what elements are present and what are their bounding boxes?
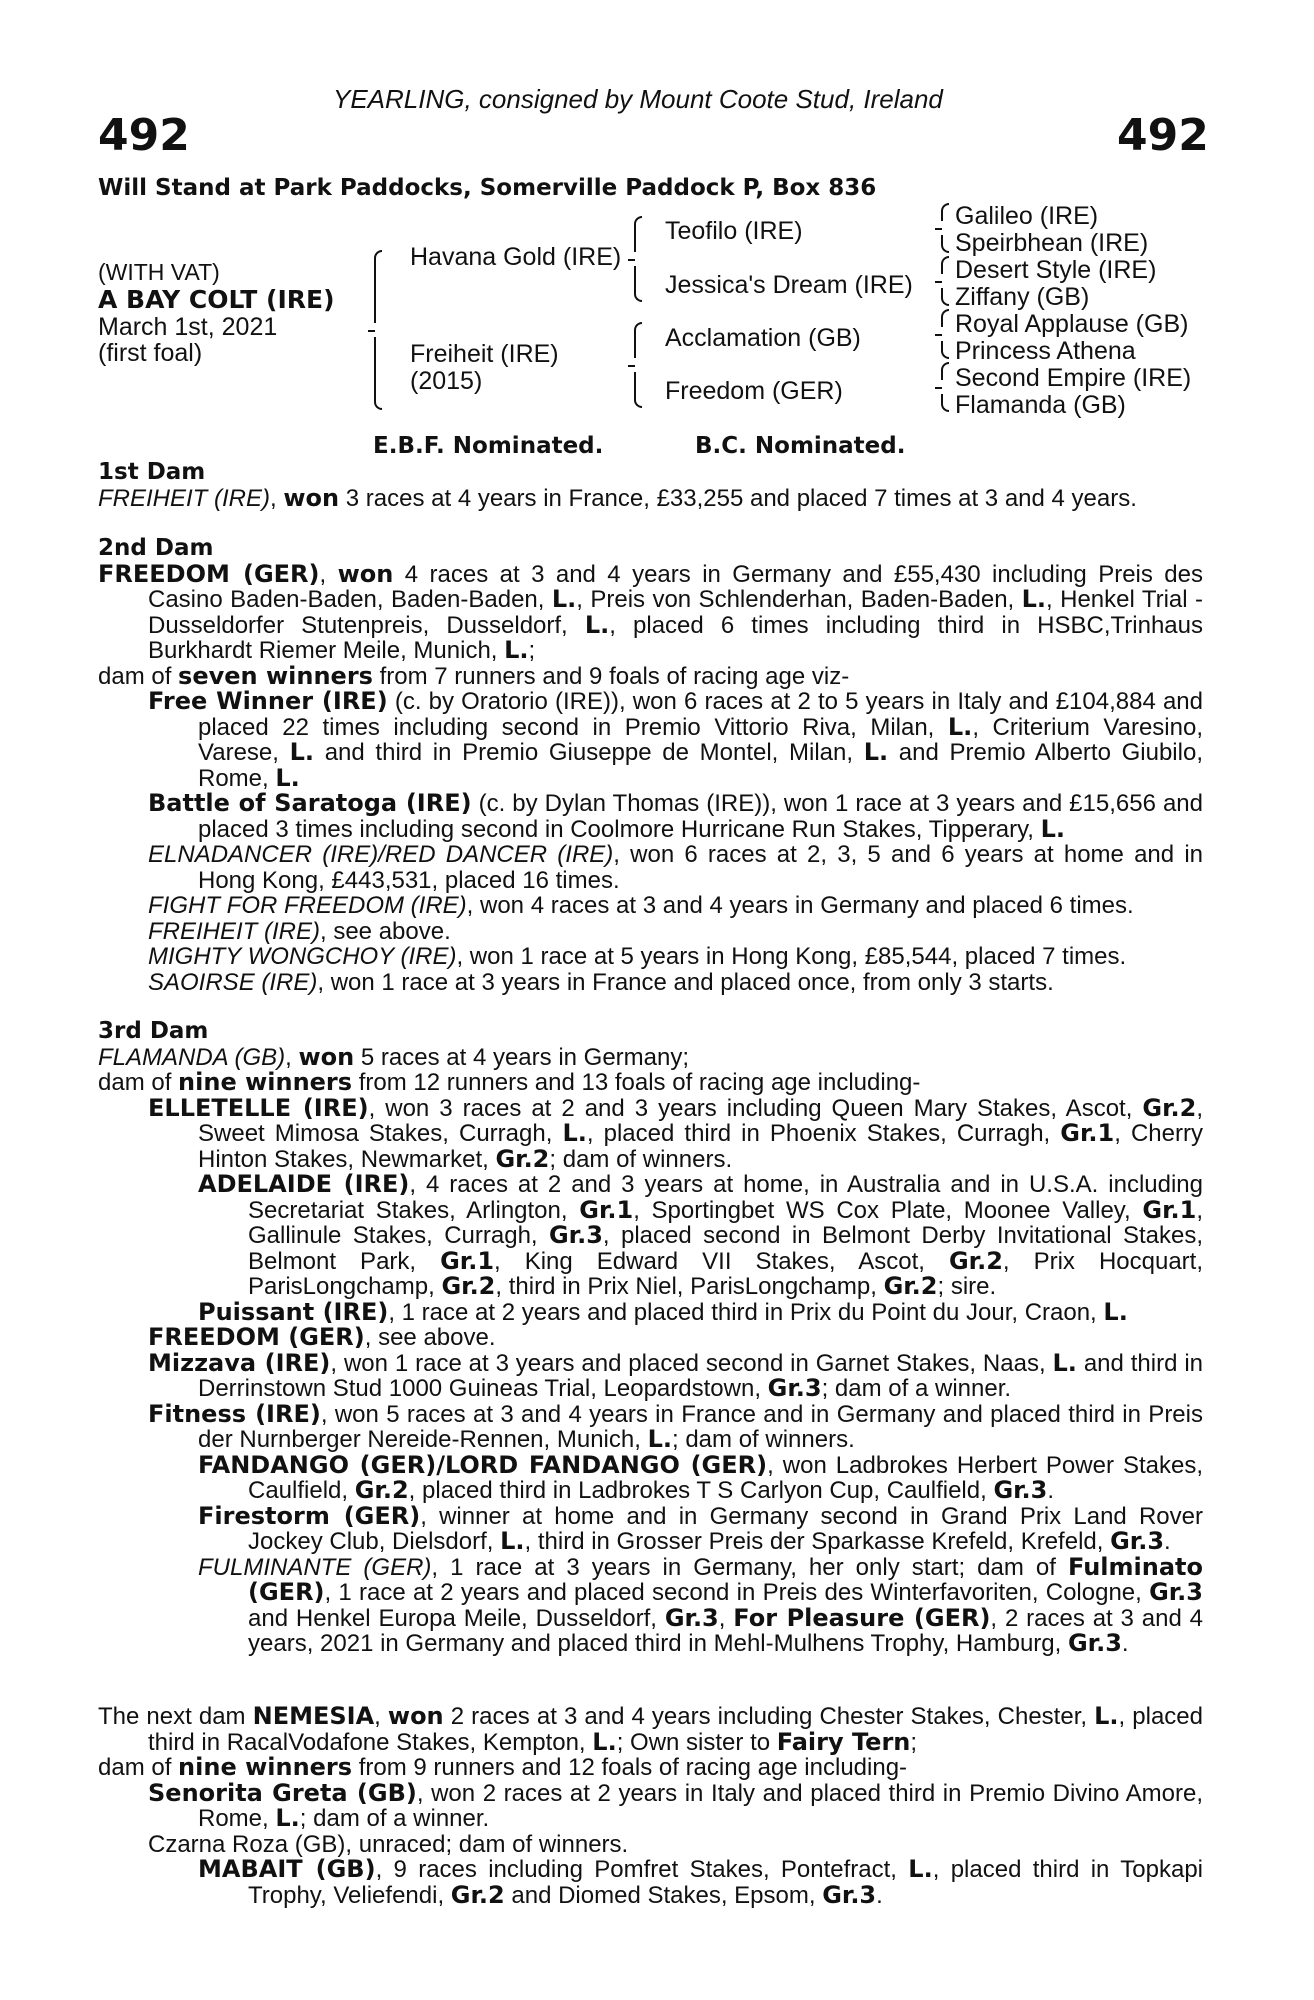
pedigree-sire-sire: Teofilo (IRE) — [665, 217, 803, 245]
foaling-date: March 1st, 2021 — [98, 313, 278, 341]
pedigree-g7: Second Empire (IRE) — [955, 364, 1192, 392]
first-dam-heading: 1st Dam — [98, 459, 206, 485]
first-dam-section: 1st Dam FREIHEIT (IRE), won 3 races at 4 years in France, £33,255 and placed 7 times at 3 and 4 years. — [98, 459, 1137, 512]
ebf-nomination: E.B.F. Nominated. — [373, 433, 604, 459]
pedigree-brace-dam — [628, 322, 638, 408]
pedigree-brace-g2 — [935, 256, 945, 306]
pedigree-g2: Speirbhean (IRE) — [955, 229, 1149, 257]
lot-title: A BAY COLT (IRE) — [98, 285, 335, 314]
pedigree-brace-g1 — [935, 203, 945, 253]
produce-saoirse: SAOIRSE (IRE), won 1 race at 3 years in France and placed once, from only 3 starts. — [148, 968, 1054, 996]
bc-nomination: B.C. Nominated. — [695, 433, 906, 459]
pedigree-dam: Freiheit (IRE) — [410, 340, 559, 368]
third-dam-produce-summary: dam of nine winners from 12 runners and 13 foals of racing age including- — [98, 1068, 921, 1096]
pedigree-sire: Havana Gold (IRE) — [410, 243, 622, 271]
pedigree-sire-dam: Jessica's Dream (IRE) — [665, 271, 913, 299]
pedigree-g5: Royal Applause (GB) — [955, 310, 1189, 338]
produce-elnadancer: ELNADANCER (IRE)/RED DANCER (IRE), won 6 races at 2, 3, 5 and 6 years at home and in Hong Kong, £443,531, placed 16 times. — [148, 841, 1203, 894]
produce-senorita-greta: Senorita Greta (GB), won 2 races at 2 years in Italy and placed third in Premio Divino Amore, Rome, L.; dam of a winner. — [148, 1778, 1203, 1832]
second-dam-produce-summary: dam of seven winners from 7 runners and 9 foals of racing age viz- — [98, 661, 850, 690]
next-dam-produce-summary: dam of nine winners from 9 runners and 12 foals of racing age including- — [98, 1753, 908, 1781]
produce-free-winner: Free Winner (IRE) (c. by Oratorio (IRE)), won 6 races at 2 to 5 years in Italy and £104,884 and placed 22 times including second in Premio Vittorio Riva, Milan, L., Criterium Varesino, Varese, L. and third in Premio Giuseppe de Montel, Milan, L. and Premio Alberto Giubilo, Rome, L. — [148, 687, 1204, 792]
produce-freiheit: FREIHEIT (IRE), see above. — [148, 917, 451, 945]
pedigree-brace-sire — [628, 216, 638, 302]
vat-note: (WITH VAT) — [98, 259, 220, 285]
produce-adelaide: ADELAIDE (IRE), 4 races at 2 and 3 years at home, in Australia and in U.S.A. including Secretariat Stakes, Arlington, Gr.1, Sportingbet WS Cox Plate, Moonee Valley, Gr.1, Gallinule Stakes, Curragh, Gr.3, placed second in Belmont Derby Invitational Stakes, Belmont Park, Gr.1, King Edward VII Stakes, Ascot, Gr.2, Prix Hocquart, ParisLongchamp, Gr.2, third in Prix Niel, ParisLongchamp, Gr.2; sire. — [198, 1170, 1204, 1300]
second-dam-record: FREEDOM (GER), won 4 races at 3 and 4 years in Germany and £55,430 including Preis des Casino Baden-Baden, Baden-Baden, L., Preis von Schlenderhan, Baden-Baden, L., Henkel Trial - Dusseldorfer Stutenpreis, Dusseldorf, L., placed 6 times including third in HSBC,Trinhaus Burkhardt Riemer Meile, Munich, L.; — [98, 559, 1203, 664]
next-dam-record: The next dam NEMESIA, won 2 races at 3 and 4 years including Chester Stakes, Chester, L., placed third in RacalVodafone Stakes, Kempton, L.; Own sister to Fairy Tern; — [98, 1702, 1203, 1756]
produce-czarna-roza: Czarna Roza (GB), unraced; dam of winners. — [148, 1830, 629, 1858]
pedigree-g1: Galileo (IRE) — [955, 202, 1099, 230]
third-dam-heading: 3rd Dam — [98, 1018, 209, 1044]
produce-mighty-wongchoy: MIGHTY WONGCHOY (IRE), won 1 race at 5 years in Hong Kong, £85,544, placed 7 times. — [148, 943, 1127, 970]
second-dam-section — [98, 535, 1203, 995]
produce-battle-of-saratoga: Battle of Saratoga (IRE) (c. by Dylan Thomas (IRE)), won 1 race at 3 years and £15,656 and placed 3 times including second in Coolmore Hurricane Run Stakes, Tipperary, L. — [148, 789, 1203, 843]
foal-note: (first foal) — [98, 339, 203, 367]
pedigree-dam-dam: Freedom (GER) — [665, 377, 843, 405]
lot-number-left: 492 — [98, 110, 190, 161]
pedigree-brace-g3 — [935, 309, 945, 359]
next-dam-section — [98, 1704, 1203, 1908]
produce-fulminante: FULMINANTE (GER), 1 race at 3 years in Germany, her only start; dam of Fulminato (GER), 1 race at 2 years and placed second in Preis des Winterfavoriten, Cologne, Gr.3 and Henkel Europa Meile, Dusseldorf, Gr.3, For Pleasure (GER), 2 races at 3 and 4 years, 2021 in Germany and placed third in Mehl-Mulhens Trophy, Hamburg, Gr.3. — [198, 1552, 1204, 1657]
pedigree-g3: Desert Style (IRE) — [955, 256, 1157, 284]
pedigree-dam-year: (2015) — [410, 367, 483, 395]
stable-location: Will Stand at Park Paddocks, Somerville Paddock P, Box 836 — [98, 175, 877, 201]
pedigree-g8: Flamanda (GB) — [955, 391, 1126, 419]
produce-mizzava: Mizzava (IRE), won 1 race at 3 years and placed second in Garnet Stakes, Naas, L. and third in Derrinstown Stud 1000 Guineas Trial, Leopardstown, Gr.3; dam of a winner. — [148, 1348, 1204, 1402]
pedigree-g4: Ziffany (GB) — [955, 283, 1090, 311]
produce-fight-for-freedom: FIGHT FOR FREEDOM (IRE), won 4 races at 3 and 4 years in Germany and placed 6 times. — [148, 892, 1134, 919]
pedigree-brace-g4 — [935, 362, 945, 412]
pedigree-g6: Princess Athena — [955, 337, 1136, 365]
catalogue-title: YEARLING, consigned by Mount Coote Stud, Ireland — [333, 84, 943, 114]
produce-elletelle: ELLETELLE (IRE), won 3 races at 2 and 3 years including Queen Mary Stakes, Ascot, Gr.2, Sweet Mimosa Stakes, Curragh, L., placed third in Phoenix Stakes, Curragh, Gr.1, Cherry Hinton Stakes, Newmarket, Gr.2; dam of winners. — [148, 1093, 1203, 1173]
second-dam-heading: 2nd Dam — [98, 535, 214, 561]
pedigree-brace-gen1 — [368, 250, 378, 410]
produce-fandango: FANDANGO (GER)/LORD FANDANGO (GER), won Ladbrokes Herbert Power Stakes, Caulfield, Gr.2, placed third in Ladbrokes T S Carlyon Cup, Caulfield, Gr.3. — [198, 1450, 1203, 1504]
produce-mabait: MABAIT (GB), 9 races including Pomfret Stakes, Pontefract, L., placed third in Topkapi Trophy, Veliefendi, Gr.2 and Diomed Stakes, Epsom, Gr.3. — [198, 1855, 1203, 1909]
lot-number-right: 492 — [1117, 110, 1209, 161]
third-dam-record: FLAMANDA (GB), won 5 races at 4 years in Germany; — [98, 1042, 690, 1071]
third-dam-section — [98, 1018, 1203, 1657]
pedigree-dam-sire: Acclamation (GB) — [665, 324, 861, 352]
produce-puissant: Puissant (IRE), 1 race at 2 years and placed third in Prix du Point du Jour, Craon, L. — [198, 1297, 1128, 1326]
produce-firestorm: Firestorm (GER), winner at home and in Germany second in Grand Prix Land Rover Jockey Club, Dielsdorf, L., third in Grosser Preis der Sparkasse Krefeld, Krefeld, Gr.3. — [198, 1501, 1203, 1555]
first-dam-name: FREIHEIT (IRE) — [98, 484, 270, 512]
produce-freedom: FREEDOM (GER), see above. — [148, 1323, 496, 1351]
produce-fitness: Fitness (IRE), won 5 races at 3 and 4 years in France and in Germany and placed third in Preis der Nurnberger Nereide-Rennen, Munich, L.; dam of winners. — [148, 1399, 1203, 1453]
